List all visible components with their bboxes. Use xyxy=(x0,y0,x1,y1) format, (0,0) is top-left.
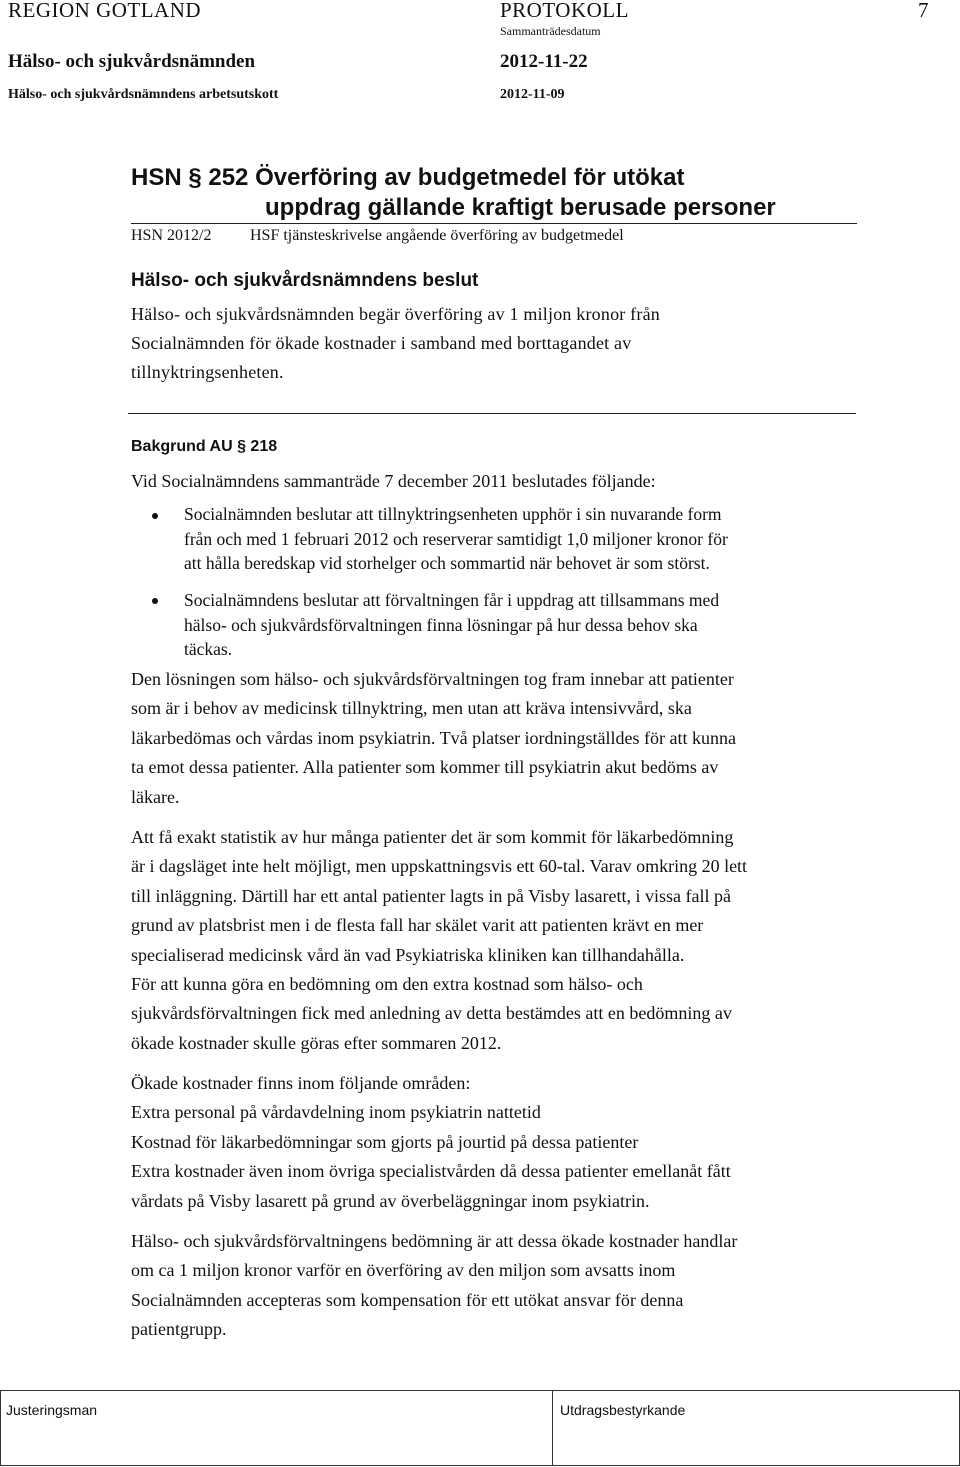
background-heading: Bakgrund AU § 218 xyxy=(131,438,278,455)
organization-name: REGION GOTLAND xyxy=(8,0,202,22)
adjuster-label: Justeringsman xyxy=(6,1402,98,1418)
paragraph-line: läkare. xyxy=(131,786,180,807)
case-reference-code: HSN 2012/2 xyxy=(131,227,212,244)
paragraph-line: om ca 1 miljon kronor varför en överföring av den miljon som avsatts inom xyxy=(131,1260,676,1281)
section-title-line-1: HSN § 252 Överföring av budgetmedel för utökat xyxy=(131,164,685,191)
case-reference-text: HSF tjänsteskrivelse angående överföring av budgetmedel xyxy=(250,227,624,244)
bullet-line: Socialnämndens beslutar att förvaltningen får i uppdrag att tillsammans med xyxy=(184,590,720,610)
bullet-line: från och med 1 februari 2012 och reserverar samtidigt 1,0 miljoner kronor för xyxy=(184,528,728,549)
bullet-icon xyxy=(152,598,158,604)
paragraph-line: Extra personal på vårdavdelning inom psykiatrin nattetid xyxy=(131,1102,541,1123)
paragraph-line: För att kunna göra en bedömning om den extra kostnad som hälso- och xyxy=(131,974,643,995)
paragraph-line: Ökade kostnader finns inom följande områden: xyxy=(131,1073,471,1093)
section-title-line-2: uppdrag gällande kraftigt berusade personer xyxy=(265,194,776,221)
paragraph-line: Extra kostnader även inom övriga specialistvården då dessa patienter emellanåt fått xyxy=(131,1161,731,1182)
bullet-icon xyxy=(152,513,158,519)
paragraph-line: till inläggning. Därtill har ett antal patienter lagts in på Visby lasarett, i vissa fall på xyxy=(131,885,731,906)
paragraph-line: läkarbedömas och vårdas inom psykiatrin. Två platser iordningställdes för att kunna xyxy=(131,727,737,748)
paragraph-line: är i dagsläget inte helt möjligt, men uppskattningsvis ett 60-tal. Varav omkring 20 lett xyxy=(131,856,748,877)
paragraph-line: grund av platsbrist men i de flesta fall har skälet varit att patienten krävt en mer xyxy=(131,915,704,936)
bullet-line: att hålla beredskap vid storhelger och sommartid när behovet är som störst. xyxy=(184,553,710,573)
footer-divider xyxy=(552,1390,553,1466)
document-type: PROTOKOLL xyxy=(500,0,629,22)
bullet-line: hälso- och sjukvårdsförvaltningen finna lösningar på hur dessa behov ska xyxy=(184,614,698,635)
paragraph-line: Att få exakt statistik av hur många patienter det är som kommit för läkarbedömning xyxy=(131,827,734,847)
paragraph-line: sjukvårdsförvaltningen fick med anledning av detta bestämdes att en bedömning av xyxy=(131,1003,732,1024)
subcommittee-date: 2012-11-09 xyxy=(500,87,565,102)
extract-certification-label: Utdragsbestyrkande xyxy=(560,1402,686,1418)
meeting-date-label: Sammanträdesdatum xyxy=(500,24,601,38)
page-number: 7 xyxy=(918,0,929,22)
paragraph-line: som är i behov av medicinsk tillnyktring, men utan att kräva intensivvård, ska xyxy=(131,698,692,719)
paragraph-line: ökade kostnader skulle göras efter sommaren 2012. xyxy=(131,1032,502,1053)
paragraph-line: vårdats på Visby lasarett på grund av överbeläggningar inom psykiatrin. xyxy=(131,1190,650,1211)
paragraph-line: Socialnämnden accepteras som kompensation för ett utökat ansvar för denna xyxy=(131,1289,684,1310)
paragraph-cost-areas xyxy=(131,1069,731,1216)
bullet-line: täckas. xyxy=(184,639,233,659)
decision-heading: Hälso- och sjukvårdsnämndens beslut xyxy=(131,270,479,291)
paragraph-statistics xyxy=(131,823,747,1058)
background-intro: Vid Socialnämndens sammanträde 7 december 2011 beslutades följande: xyxy=(131,471,656,491)
paragraph-line: specialiserad medicinsk vård än vad Psykiatriska kliniken kan tillhandahålla. xyxy=(131,944,685,965)
bullet-item-2 xyxy=(184,588,719,662)
committee-name: Hälso- och sjukvårdsnämnden xyxy=(8,51,256,72)
bullet-item-1 xyxy=(184,502,728,576)
paragraph-line: patientgrupp. xyxy=(131,1319,227,1340)
paragraph-line: Kostnad för läkarbedömningar som gjorts på jourtid på dessa patienter xyxy=(131,1131,639,1152)
committee-date: 2012-11-22 xyxy=(500,51,588,72)
subcommittee-name: Hälso- och sjukvårdsnämndens arbetsutskott xyxy=(8,87,279,102)
paragraph-line: ta emot dessa patienter. Alla patienter som kommer till psykiatrin akut bedöms av xyxy=(131,757,719,778)
decision-text: Hälso- och sjukvårdsnämnden begär överföring av 1 miljon kronor från Socialnämnden för ökade kostnader i samband med borttagandet av tillnyktringsenheten. xyxy=(131,304,660,382)
footer-signature-box xyxy=(0,1390,960,1466)
paragraph-line: Hälso- och sjukvårdsförvaltningens bedömning är att dessa ökade kostnader handlar xyxy=(131,1231,738,1251)
bullet-line: Socialnämnden beslutar att tillnyktringsenheten upphör i sin nuvarande form xyxy=(184,504,722,524)
title-divider xyxy=(131,223,857,224)
section-divider xyxy=(128,413,856,414)
paragraph-line: Den lösningen som hälso- och sjukvårdsförvaltningen tog fram innebar att patienter xyxy=(131,669,734,689)
paragraph-assessment xyxy=(131,1227,737,1345)
paragraph-solution xyxy=(131,665,736,812)
